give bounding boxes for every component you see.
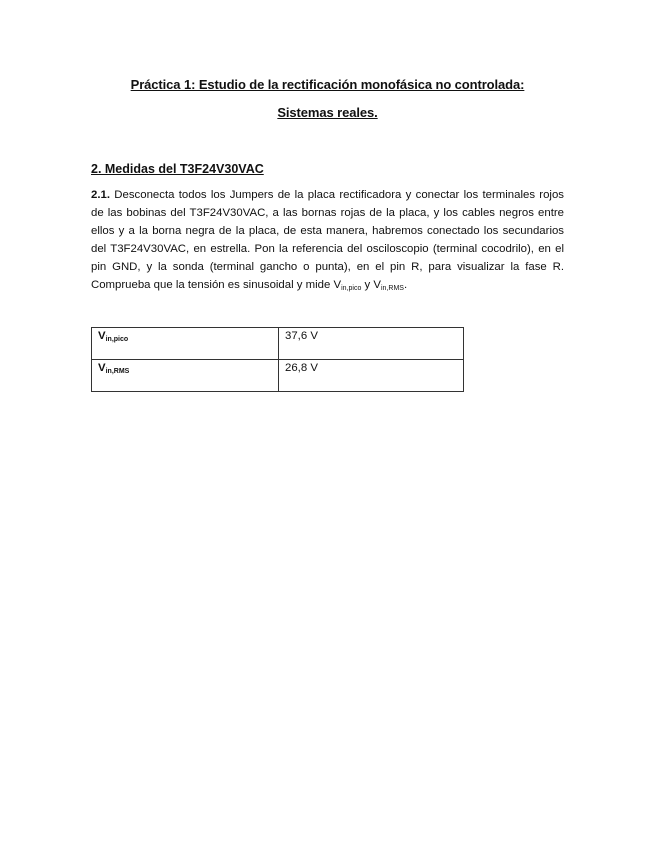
table-cell-label xyxy=(92,360,279,392)
document-title-line-2: Sistemas reales. xyxy=(277,105,378,120)
paragraph-connector: y xyxy=(361,279,374,291)
row-label-base: V xyxy=(98,330,106,342)
measurements-table xyxy=(91,327,464,392)
voltage-symbol-rms: V xyxy=(373,279,381,291)
section-heading: 2. Medidas del T3F24V30VAC xyxy=(91,162,264,176)
paragraph-number: 2.1. xyxy=(91,189,110,201)
table-cell-value: 37,6 V xyxy=(279,328,464,360)
table-cell-value: 26,8 V xyxy=(279,360,464,392)
voltage-symbol-peak: V xyxy=(333,279,342,291)
paragraph-end: . xyxy=(403,279,408,291)
row-label-subscript: in,pico xyxy=(105,336,129,343)
table-cell-label xyxy=(92,328,279,360)
instruction-paragraph xyxy=(91,186,564,294)
table-row xyxy=(92,328,464,360)
table-row xyxy=(92,360,464,392)
voltage-subscript-rms: in,RMS xyxy=(381,285,404,292)
row-label-base: V xyxy=(98,362,106,374)
document-title-line-1: Práctica 1: Estudio de la rectificación monofásica no controlada: xyxy=(130,77,525,92)
row-label-subscript: in,RMS xyxy=(105,368,130,375)
paragraph-body: Desconecta todos los Jumpers de la placa rectificadora y conectar los terminales rojos de las bobinas del T3F24V30VAC, a las bornas rojas de la placa, y los cables negros entre ellos y a la borna negra de la placa, de esta manera, habremos conectado los secundarios del T3F24V30VAC, en estrella. Pon la referencia del osciloscopio (terminal cocodrilo), en el pin GND, y la sonda (terminal gancho o punta), en el pin R, para visualizar la fase R. Comprueba que la tensión es sinusoidal y mide xyxy=(91,189,564,291)
voltage-subscript-peak: in,pico xyxy=(341,285,362,292)
